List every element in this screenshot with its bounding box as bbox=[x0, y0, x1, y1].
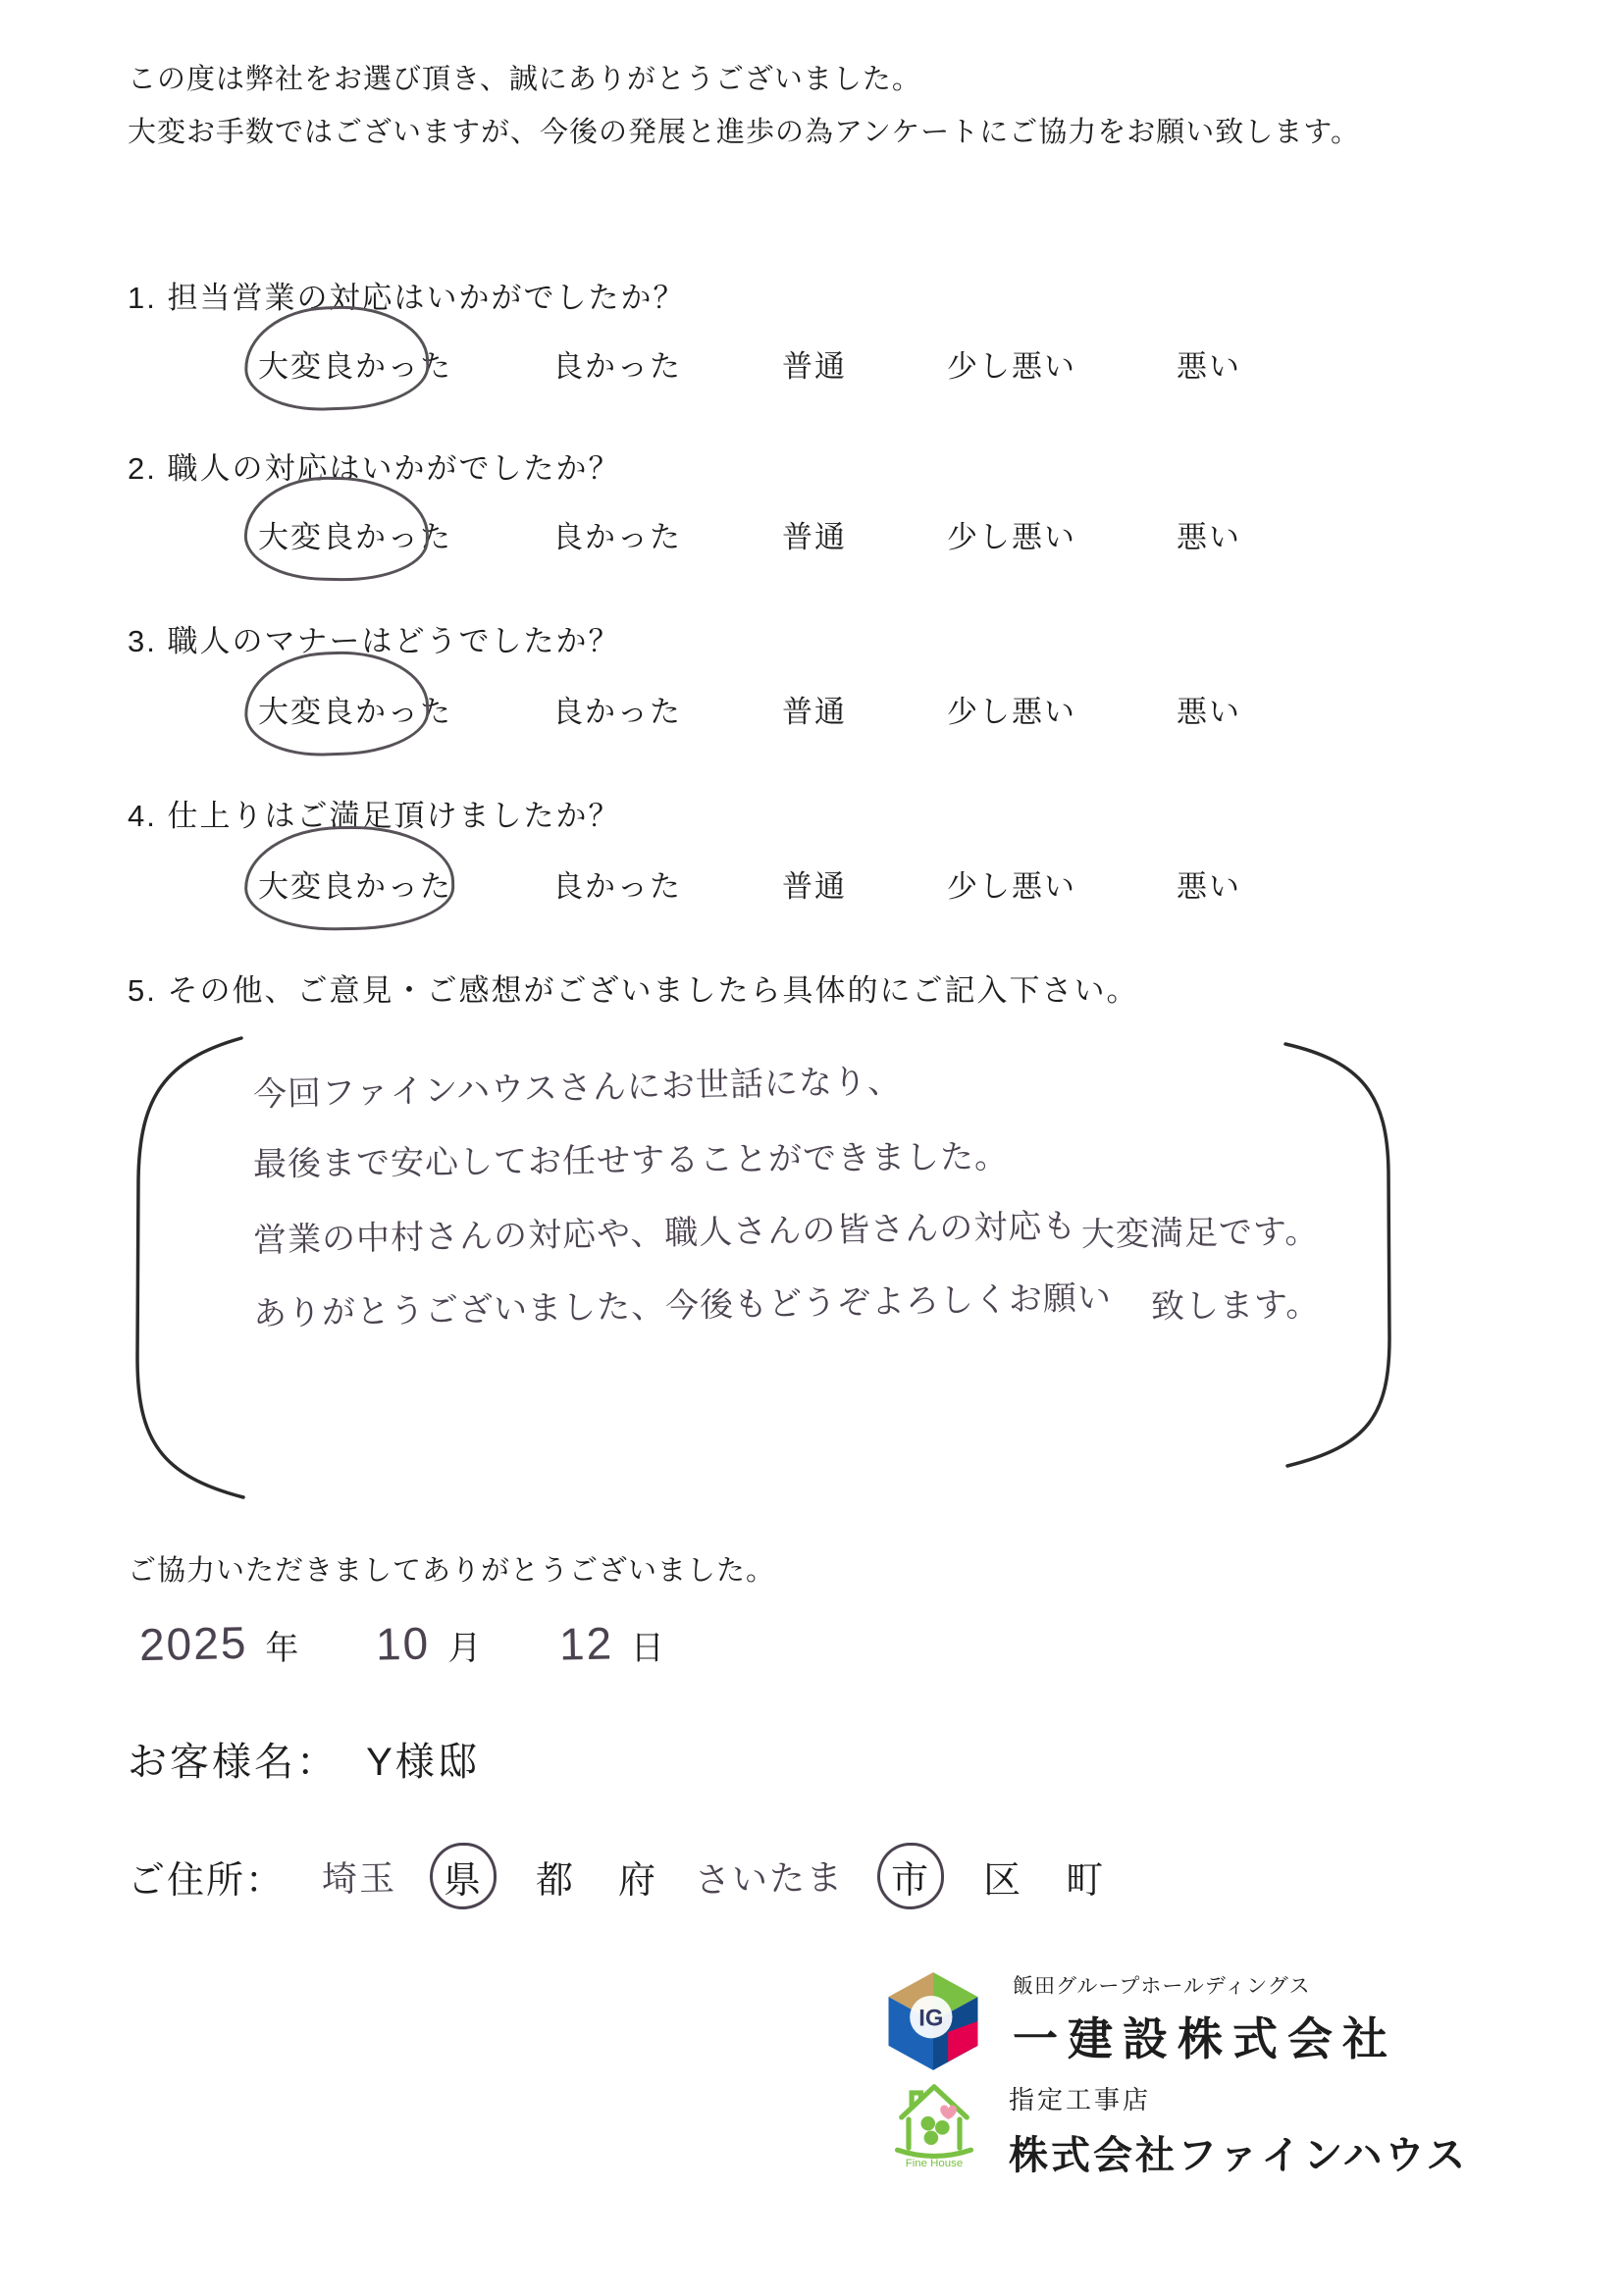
option-normal: 普通 bbox=[782, 695, 847, 729]
fine-house-logo-text: Fine House bbox=[905, 2157, 964, 2168]
customer-name-value: Y様邸 bbox=[366, 1741, 480, 1784]
option-excellent: 大変良かった bbox=[258, 341, 452, 386]
option-normal: 普通 bbox=[782, 520, 847, 554]
address-unit-ku: 区 bbox=[983, 1859, 1023, 1902]
comment-line: ありがとうございました、今後もどうぞよろしくお願い bbox=[252, 1278, 1113, 1333]
comment-line: 営業の中村さんの対応や、職人さんの皆さんの対応も bbox=[252, 1207, 1077, 1260]
question-2-options bbox=[258, 512, 1241, 556]
customer-name-label: お客様名： bbox=[128, 1741, 339, 1784]
option-excellent: 大変良かった bbox=[258, 512, 452, 556]
option-good: 良かった bbox=[552, 695, 682, 729]
address-label: ご住所： bbox=[128, 1859, 286, 1902]
address-city-unit-circled: 市 bbox=[877, 1843, 944, 1909]
designated-contractor-label: 指定工事店 bbox=[1009, 2085, 1152, 2114]
address-city-handwritten: さいたま bbox=[694, 1855, 845, 1901]
company-secondary-name: 株式会社ファインハウス bbox=[1009, 2134, 1469, 2177]
option-good: 良かった bbox=[552, 869, 682, 904]
ig-logo-text: IG bbox=[918, 2005, 944, 2032]
iida-group-block bbox=[1013, 1970, 1397, 2068]
option-good: 良かった bbox=[552, 520, 682, 554]
question-2-label: 2. 職人の対応はいかがでしたか？ bbox=[128, 451, 621, 486]
date-month-value: 10 bbox=[375, 1617, 432, 1670]
question-1-label: 1. 担当営業の対応はいかがでしたか？ bbox=[128, 281, 686, 315]
address-unit-cho: 町 bbox=[1066, 1859, 1106, 1902]
option-bad: 悪い bbox=[1177, 520, 1241, 554]
address-line bbox=[128, 1843, 1126, 1909]
option-slightly-bad: 少し悪い bbox=[947, 349, 1076, 384]
question-4-label: 4. 仕上りはご満足頂けましたか？ bbox=[128, 799, 621, 833]
iida-group-cube-logo-icon bbox=[879, 1970, 987, 2072]
intro-line-1: この度は弊社をお選び頂き、誠にありがとうございました。 bbox=[128, 64, 921, 95]
option-slightly-bad: 少し悪い bbox=[947, 520, 1076, 554]
date-day-value: 12 bbox=[557, 1617, 614, 1670]
address-prefecture-handwritten: 埼玉 bbox=[321, 1856, 397, 1900]
intro-line-2: 大変お手数ではございますが、今後の発展と進歩の為アンケートにご協力をお願い致します。 bbox=[128, 117, 1360, 148]
fine-house-block bbox=[1009, 2080, 1468, 2180]
date-month-suffix: 月 bbox=[447, 1630, 483, 1667]
comment-bracket-left-icon bbox=[126, 1032, 253, 1505]
company-primary-name: 一建設株式会社 bbox=[1013, 2014, 1397, 2064]
option-good: 良かった bbox=[552, 349, 682, 384]
option-excellent: 大変良かった bbox=[258, 861, 452, 906]
question-3-options bbox=[258, 687, 1241, 731]
option-bad: 悪い bbox=[1177, 695, 1241, 729]
customer-name-line bbox=[128, 1731, 480, 1787]
option-normal: 普通 bbox=[782, 349, 847, 384]
date-line bbox=[139, 1617, 742, 1670]
address-unit-fu: 府 bbox=[618, 1859, 658, 1902]
option-bad: 悪い bbox=[1177, 869, 1241, 904]
date-day-suffix: 日 bbox=[630, 1630, 665, 1667]
date-year-value: 2025 bbox=[138, 1616, 248, 1671]
option-slightly-bad: 少し悪い bbox=[947, 695, 1076, 729]
option-normal: 普通 bbox=[782, 869, 847, 904]
option-excellent: 大変良かった bbox=[258, 687, 452, 731]
question-5-label: 5. その他、ご意見・ご感想がございましたら具体的にご記入下さい。 bbox=[128, 973, 1139, 1008]
group-holdings-name: 飯田グループホールディングス bbox=[1013, 1975, 1311, 1998]
fine-house-logo-icon bbox=[883, 2070, 985, 2168]
option-slightly-bad: 少し悪い bbox=[947, 869, 1076, 904]
comment-line: 最後まで安心してお任せすることができました。 bbox=[252, 1137, 1010, 1184]
comment-line: 大変満足です。 bbox=[1080, 1213, 1320, 1254]
comment-line: 致します。 bbox=[1151, 1285, 1321, 1327]
comment-line: 今回ファインハウスさんにお世話になり、 bbox=[252, 1063, 903, 1114]
handwritten-comment bbox=[253, 1052, 1623, 1342]
question-3-label: 3. 職人のマナーはどうでしたか？ bbox=[128, 624, 621, 658]
address-unit-to: 都 bbox=[536, 1859, 576, 1902]
closing-thanks: ご協力いただきましてありがとうございました。 bbox=[128, 1555, 776, 1587]
address-prefecture-unit-circled: 県 bbox=[430, 1843, 497, 1909]
date-year-suffix: 年 bbox=[265, 1630, 300, 1667]
question-4-options bbox=[258, 861, 1241, 906]
question-1-options bbox=[258, 341, 1241, 386]
option-bad: 悪い bbox=[1177, 349, 1241, 384]
